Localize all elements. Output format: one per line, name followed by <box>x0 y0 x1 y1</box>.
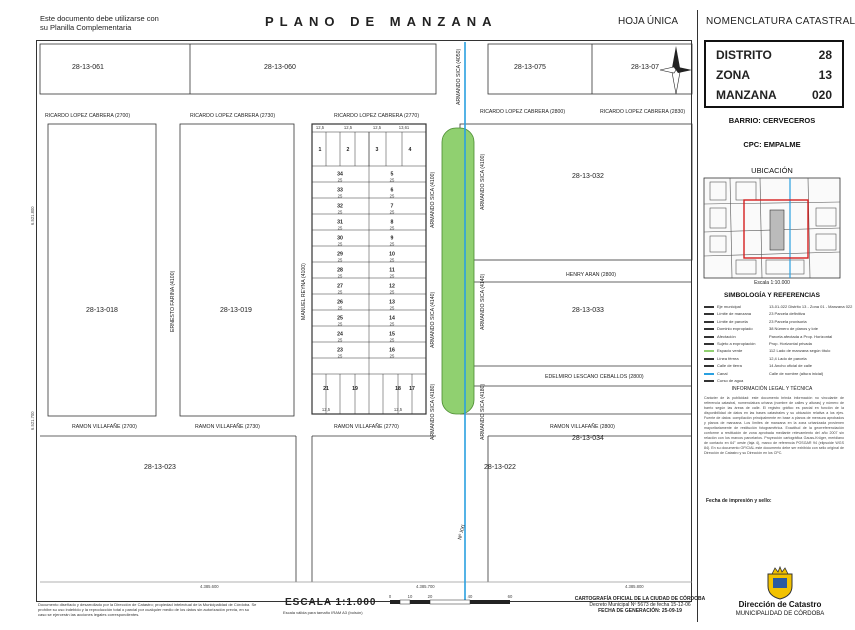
legend-swatch <box>704 343 714 345</box>
parcel-07x: 28-13-07 <box>630 64 660 71</box>
lot-dimension: 25 <box>389 225 395 231</box>
footer-disclaimer: Documento diseñado y desarrollado por la Dirección de Catastro; propiedad intelectual de la Municipalidad de Córdoba. Se prohíbe su uso indebido y la reproducción total o parcial por cualquier medio de los datos sin autorización previa, en su caso se ejercerán las acciones legales correspondientes. <box>38 602 257 617</box>
legend-row <box>704 311 805 316</box>
block-019 <box>180 124 294 416</box>
lot-label: 3 <box>375 147 379 153</box>
zona-label: ZONA <box>716 68 750 82</box>
municipal-seal-icon <box>763 566 797 600</box>
legend-description: 13-01-022 Distrito 13 - Zona 01 - Manzana 022 <box>769 304 853 309</box>
legend-symbol-label: Afectación <box>717 333 736 339</box>
decree-text: Decreto Municipal Nº 5673 de fecha 15-12-06 <box>589 602 691 608</box>
legend-description: 12,4 Lado de parcela <box>769 355 807 361</box>
street-lopez-cabrera-2830: RICARDO LOPEZ CABRERA (2830) <box>600 109 686 115</box>
legend-description: Parcela afectada a Prop. Horizontal <box>769 333 833 339</box>
lot-label: 24 <box>337 331 343 338</box>
legend-row <box>704 356 807 361</box>
scale-title: ESCALA 1:1.000 <box>285 597 377 608</box>
lot-label: 29 <box>337 251 343 258</box>
lot-dimension: 25 <box>337 337 343 343</box>
street-lopez-cabrera-2800: RICARDO LOPEZ CABRERA (2800) <box>480 109 566 115</box>
lot-dimension: 12,5 <box>343 125 353 130</box>
street-lopez-cabrera-2770: RICARDO LOPEZ CABRERA (2770) <box>334 113 420 119</box>
lot-label: 12 <box>389 283 395 290</box>
legend-symbol-label: Límite de manzana <box>717 311 752 317</box>
lot-label: 15 <box>389 331 395 338</box>
legend-row <box>704 363 812 368</box>
ubicacion-label: UBICACIÓN <box>751 166 793 175</box>
legend-swatch <box>704 380 714 382</box>
catastro-name: Dirección de Catastro <box>738 600 822 609</box>
parcel-018: 28-13-018 <box>86 307 118 314</box>
distrito-value: 28 <box>818 48 832 62</box>
lot-label: 34 <box>337 171 343 178</box>
lot-dimension: 25 <box>337 209 343 215</box>
print-date-label: Fecha de impresión y sello: <box>706 498 772 504</box>
lot-label: 18 <box>395 386 401 392</box>
street-sica-4050: ARMANDO SICA (4050) <box>456 48 462 105</box>
legend-symbol-label: Línea férrea <box>717 355 739 361</box>
legend-symbol-label: Calle de tierra <box>717 363 742 369</box>
sheet-label: HOJA ÚNICA <box>618 16 679 27</box>
street-henry-aran: HENRY ARAN (2800) <box>566 272 616 278</box>
street-sica-r-4180: ARMANDO SICA (4180) <box>480 383 486 440</box>
manzana-label: MANZANA <box>716 88 777 102</box>
lot-dimension: 25 <box>389 305 395 311</box>
street-villafane-2700: RAMON VILLAFAÑE (2700) <box>72 424 137 430</box>
lot-label: 5 <box>390 171 394 178</box>
lot-dimension: 25 <box>389 337 395 343</box>
street-sica-r-4140: ARMANDO SICA (4140) <box>480 273 486 330</box>
legend-swatch <box>704 365 714 367</box>
lot-dimension: 25 <box>337 241 343 247</box>
lot-label: 4 <box>408 147 412 153</box>
scale-tick-60: 60 <box>507 594 513 599</box>
legend-swatch <box>704 306 714 308</box>
lot-dimension: 12,5 <box>372 125 382 130</box>
lot-dimension: 25 <box>337 257 343 263</box>
legend-swatch <box>704 328 714 330</box>
distrito-label: DISTRITO <box>716 48 772 62</box>
legend-description: 38 Número de planos y lote <box>769 326 818 332</box>
street-sica-4100: ARMANDO SICA (4100) <box>430 171 436 228</box>
lot-label: 28 <box>337 267 343 274</box>
legend-description: Prop. Horizontal privada <box>769 341 812 346</box>
legend-symbol-label: Sujeto a expropiación <box>717 341 756 346</box>
simbologia-title: SIMBOLOGÍA Y REFERENCIAS <box>724 292 820 299</box>
lot-label: 8 <box>390 219 394 226</box>
lot-dimension: 25 <box>389 177 395 183</box>
lot-label: 2 <box>346 147 350 153</box>
coord-x1: 4.385.600 <box>200 584 219 589</box>
legend-row <box>704 319 807 324</box>
legend-symbol-label: Límite de parcela <box>717 318 748 324</box>
legend <box>704 304 853 388</box>
lot-label: 13 <box>389 299 395 306</box>
lot-dimension: 13,61 <box>398 125 410 130</box>
legend-description: 112 Lado de manzana según título <box>769 348 831 354</box>
lot-dimension: 12,5 <box>321 407 331 412</box>
legend-symbol-label: Dominio expropiado <box>717 326 753 332</box>
legend-symbol-label: Eje municipal <box>717 304 741 309</box>
lot-dimension: 12,5 <box>393 407 403 412</box>
coord-y2: 6.521.700 <box>30 411 35 430</box>
footer-center <box>560 596 720 614</box>
route-label: Nº XXI <box>457 524 467 541</box>
lot-label: 25 <box>337 315 343 322</box>
block-032 <box>460 124 692 260</box>
inset-scale: Escala 1:10.000 <box>754 280 790 286</box>
street-sica-r-4100: ARMANDO SICA (4100) <box>480 153 486 210</box>
lot-grid <box>312 132 426 414</box>
lot-label: 23 <box>337 347 343 354</box>
parcel-019: 28-13-019 <box>220 307 252 314</box>
generation-date: FECHA DE GENERACIÓN: 25-09-19 <box>598 608 682 614</box>
lot-dimension: 25 <box>389 289 395 295</box>
lot-label: 26 <box>337 299 343 306</box>
scale-subtitle: Escala válida para tamaño IRAM A3 (bolsón) <box>283 610 363 615</box>
street-lopez-cabrera-2700: RICARDO LOPEZ CABRERA (2700) <box>45 113 131 119</box>
scale-tick-10: 10 <box>407 594 413 599</box>
street-manuel-reyna: MANUEL REYNA (4100) <box>301 263 307 320</box>
scale-tick-40: 40 <box>467 594 473 599</box>
parcel-060: 28-13-060 <box>264 64 296 71</box>
lot-dimension: 25 <box>389 257 395 263</box>
block-034 <box>460 384 692 416</box>
street-villafane-2730: RAMON VILLAFAÑE (2730) <box>195 424 260 430</box>
legend-symbol-label: Espacio verde <box>717 348 743 354</box>
lot-label: 27 <box>337 283 343 290</box>
lot-dimension: 25 <box>389 193 395 199</box>
legend-symbol-label: Curso de agua <box>717 378 744 383</box>
manzana-value: 020 <box>811 88 832 102</box>
municipality-name: MUNICIPALIDAD DE CÓRDOBA <box>735 611 825 617</box>
street-edelmiro-lescano: EDELMIRO LESCANO CEBALLOS (2800) <box>545 374 644 380</box>
scale-bar <box>389 594 513 604</box>
block-018 <box>48 124 156 416</box>
coord-x3: 4.385.800 <box>625 584 644 589</box>
street-sica-4180: ARMANDO SICA (4180) <box>430 383 436 440</box>
north-arrow-icon <box>660 46 692 94</box>
parcel-022: 28-13-022 <box>484 464 516 471</box>
lot-dimension: 25 <box>389 353 395 359</box>
nomenclature-title: NOMENCLATURA CATASTRAL <box>706 16 855 27</box>
lot-dimension: 25 <box>389 241 395 247</box>
parcel-023: 28-13-023 <box>144 464 176 471</box>
parcel-061: 28-13-061 <box>72 64 104 71</box>
lot-label: 16 <box>389 347 395 354</box>
legend-row <box>704 378 769 383</box>
lot-label: 10 <box>389 251 395 258</box>
parcel-032: 28-13-032 <box>572 173 604 180</box>
legend-swatch <box>704 336 714 338</box>
legend-row <box>704 326 818 331</box>
lot-label: 17 <box>409 386 415 392</box>
info-title: INFORMACIÓN LEGAL Y TÉCNICA <box>731 386 813 392</box>
lot-dimension: 25 <box>337 273 343 279</box>
lot-dimension: 25 <box>389 321 395 327</box>
legend-swatch <box>704 373 714 375</box>
lot-label: 33 <box>337 187 343 194</box>
lot-label: 32 <box>337 203 343 210</box>
legend-row <box>704 341 812 346</box>
legend-swatch <box>704 313 714 315</box>
legend-swatch <box>704 350 714 352</box>
coord-y1: 6.521.800 <box>30 206 35 225</box>
lot-dimension: 25 <box>337 321 343 327</box>
legend-description: 14 Ancho oficial de calle <box>769 363 812 369</box>
location-inset-map <box>704 178 840 278</box>
green-space-strip <box>442 128 474 414</box>
coord-x2: 4.385.700 <box>416 584 435 589</box>
street-villafane-2770: RAMON VILLAFAÑE (2770) <box>334 424 399 430</box>
street-lopez-cabrera-2730: RICARDO LOPEZ CABRERA (2730) <box>190 113 276 119</box>
lot-dimension: 25 <box>337 305 343 311</box>
lot-dimension: 25 <box>337 225 343 231</box>
usage-note: Este documento debe utilizarse con su Planilla Complementaria <box>40 14 159 32</box>
lot-dimension: 25 <box>337 177 343 183</box>
lot-label: 6 <box>390 187 394 194</box>
lot-label: 31 <box>337 219 343 226</box>
street-sica-4140: ARMANDO SICA (4140) <box>430 291 436 348</box>
legend-description: Calle de nombre (altura inicial) <box>769 370 824 376</box>
lot-dimension: 12,5 <box>315 125 325 130</box>
legend-swatch <box>704 321 714 323</box>
parcel-033: 28-13-033 <box>572 307 604 314</box>
cpc-label: CPC: EMPALME <box>743 140 801 149</box>
lot-label: 1 <box>318 147 322 153</box>
legend-swatch <box>704 358 714 360</box>
info-text: Carácter de la publicidad: este documento brinda información no vinculante de referencia catastral, nomenclatura urbana (nombre de calles y alturas) y número de barrio según las áreas de calle. El registro gráfico es parcial en función de la disponibilidad de datos en las bases catastrales y su ubicación relativa a los ejes. Fuente de datos: compilación principalmente en base a planos de mensura aprobados y planos de manzana. Los límites de manzana en la zona urbanizada provienen mayoritariamente de restitución fotogramétrica. Exactitud de la georreferenciación conforme a restitución de zona aprobada mediante relevamiento del año 2007 sin relación con los marcos parcelarios. Proyección cartográfica Gauss-Krüger, meridiano de contacto en 64° oeste (faja 4), marco de referencia POSGAR 94 (elipsoide WGS 84). En su documento OFICIAL este documento debe ser exhibido con sello original de Dirección de Catastro y su Dirección en los CPC. <box>704 396 844 455</box>
legend-row <box>704 371 823 376</box>
official-cartography: CARTOGRAFÍA OFICIAL DE LA CIUDAD DE CÓRDOBA <box>574 596 706 602</box>
legend-row <box>704 348 830 353</box>
scale-tick-20: 20 <box>427 594 433 599</box>
zona-value: 13 <box>818 68 832 82</box>
lot-dimension: 25 <box>389 209 395 215</box>
street-villafane-2800: RAMON VILLAFAÑE (2800) <box>550 424 615 430</box>
lot-label: 30 <box>337 235 343 242</box>
lot-dimension: 25 <box>337 289 343 295</box>
legend-row <box>704 334 832 339</box>
legend-row <box>704 304 852 309</box>
lot-label: 21 <box>323 386 329 392</box>
lot-label: 14 <box>389 315 395 322</box>
lot-label: 9 <box>390 235 394 242</box>
lot-label: 19 <box>352 386 358 392</box>
lot-dimension: 25 <box>337 193 343 199</box>
scale-tick-0: 0 <box>388 594 392 599</box>
lot-dimension: 25 <box>337 353 343 359</box>
legend-symbol-label: Canal <box>717 370 728 376</box>
street-ernesto-farina: ERNESTO FARINA (4100) <box>170 270 176 332</box>
legend-description: 23 Parcela definitiva <box>769 311 806 317</box>
lot-label: 11 <box>389 267 395 274</box>
cadastral-box <box>704 40 844 108</box>
barrio-label: BARRIO: CERVECEROS <box>728 116 816 125</box>
lot-dimension: 25 <box>389 273 395 279</box>
legend-description: 23 Parcela provisoria <box>769 318 807 324</box>
parcel-034: 28-13-034 <box>572 435 604 442</box>
page-title: PLANO DE MANZANA <box>265 14 498 29</box>
lot-label: 7 <box>390 203 394 210</box>
parcel-075: 28-13-075 <box>514 64 546 71</box>
